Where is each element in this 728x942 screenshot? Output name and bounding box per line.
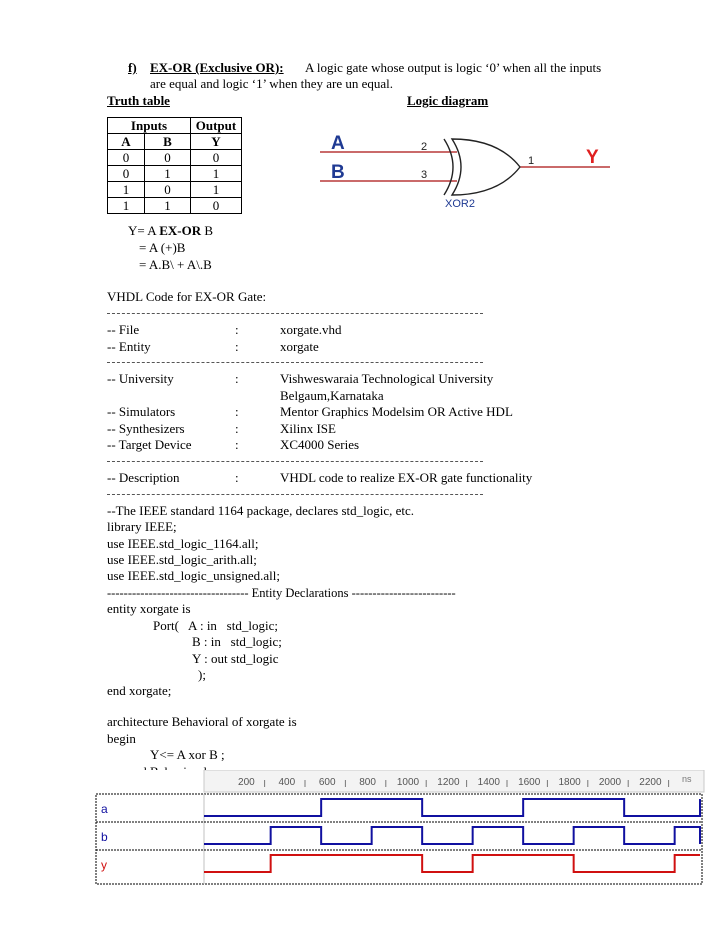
header-label: -- Simulators [107, 404, 176, 419]
code-line: Y : out std_logic [192, 651, 279, 666]
code-line: --The IEEE standard 1164 package, declares std_logic, etc. [107, 503, 415, 518]
tick-label: 800 [359, 777, 376, 788]
pin-y-number: 1 [528, 155, 535, 167]
table-row [108, 150, 242, 166]
eq1-prefix: Y= A [128, 223, 160, 238]
pin-a-number: 2 [421, 141, 428, 153]
table-row [108, 166, 242, 182]
cell: 0 [191, 150, 242, 166]
header-value: XC4000 Series [280, 437, 360, 452]
tick-label: 200 [238, 777, 255, 788]
output-header: Output [191, 118, 242, 134]
logic-diagram-title: Logic diagram [407, 93, 489, 108]
code-line: Port( A : in std_logic; [153, 618, 278, 633]
tick-label: 1200 [437, 777, 460, 788]
header-sep: : [235, 470, 239, 485]
code-line: end xorgate; [107, 683, 172, 698]
signal-name-a[interactable]: a [101, 802, 108, 816]
cell: 1 [191, 166, 242, 182]
cell: 1 [191, 182, 242, 198]
code-line: architecture Behavioral of xorgate is [107, 714, 297, 729]
header-sep: : [235, 322, 239, 337]
separator-line [107, 313, 483, 314]
header-value: Vishweswaraia Technological University [280, 371, 494, 386]
eq1-operator: EX-OR [159, 223, 202, 238]
header-label: -- Description [107, 470, 180, 485]
tick-label: 1000 [396, 777, 420, 788]
time-unit-label: ns [682, 774, 692, 784]
eq1-suffix: B [201, 223, 213, 238]
tick-label: 400 [278, 777, 296, 788]
equation-3: = A.B\ + A\.B [139, 257, 212, 272]
code-line: begin [107, 731, 136, 746]
code-line: use IEEE.std_logic_unsigned.all; [107, 568, 280, 583]
input-b-label: B [331, 162, 345, 183]
pin-b-number: 3 [421, 169, 428, 181]
separator-line [107, 461, 483, 462]
equation-1 [128, 223, 213, 239]
code-line: entity xorgate is [107, 601, 191, 616]
term-heading: EX-OR (Exclusive OR): [150, 60, 284, 75]
header-label: -- Target Device [107, 437, 192, 452]
table-row [108, 182, 242, 198]
definition-line-2: are equal and logic ‘1’ when they are un equal. [150, 76, 394, 91]
code-line: B : in std_logic; [192, 634, 282, 649]
cell: 0 [108, 166, 145, 182]
definition-line-1: A logic gate whose output is logic ‘0’ when all the inputs [305, 60, 602, 75]
header-sep: : [235, 339, 239, 354]
name-column [96, 794, 204, 884]
cell: 1 [145, 166, 191, 182]
header-value: xorgate.vhd [280, 322, 342, 337]
vhdl-title: VHDL Code for EX-OR Gate: [107, 289, 267, 304]
header-value: xorgate [280, 339, 319, 354]
tick-label: 1600 [518, 777, 541, 788]
code-line: ); [198, 667, 206, 682]
cell: 0 [145, 182, 191, 198]
header-value: VHDL code to realize EX-OR gate functionality [280, 470, 533, 485]
header-label: -- File [107, 322, 140, 337]
section-marker: f) [128, 60, 137, 75]
cell: 0 [191, 198, 242, 214]
col-a-header: A [108, 134, 145, 150]
xor-gate-diagram [320, 125, 620, 215]
inputs-header: Inputs [108, 118, 191, 134]
col-b-header: B [145, 134, 191, 150]
header-label: -- University [107, 371, 174, 386]
code-line: library IEEE; [107, 519, 177, 534]
cell: 1 [108, 198, 145, 214]
header-sep: : [235, 437, 239, 452]
gate-name-label: XOR2 [445, 198, 475, 210]
tick-label: 1400 [477, 777, 500, 788]
equation-2: = A (+)B [139, 240, 186, 255]
cell: 0 [145, 150, 191, 166]
separator-line [107, 362, 483, 363]
cell: 1 [108, 182, 145, 198]
xor-extra-arc [444, 139, 453, 195]
header-label: -- Synthesizers [107, 421, 185, 436]
header-value: Belgaum,Karnataka [280, 388, 384, 403]
header-sep: : [235, 421, 239, 436]
separator-line [107, 494, 483, 495]
table-row [108, 198, 242, 214]
cell: 1 [145, 198, 191, 214]
code-line: Y<= A xor B ; [150, 747, 225, 762]
header-value: Xilinx ISE [280, 421, 336, 436]
code-line: ---------------------------------- Entity Declarations ------------------------- [107, 586, 456, 600]
header-sep: : [235, 371, 239, 386]
header-label: -- Entity [107, 339, 151, 354]
truth-table [107, 117, 242, 214]
code-line: use IEEE.std_logic_1164.all; [107, 536, 259, 551]
waveform-viewer [94, 770, 706, 888]
truth-table-title: Truth table [107, 93, 170, 108]
header-sep: : [235, 404, 239, 419]
code-line: use IEEE.std_logic_arith.all; [107, 552, 257, 567]
xor-gate-body [452, 139, 520, 195]
tick-label: 600 [318, 777, 336, 788]
col-y-header: Y [191, 134, 242, 150]
cell: 0 [108, 150, 145, 166]
tick-label: 1800 [558, 777, 581, 788]
header-value: Mentor Graphics Modelsim OR Active HDL [280, 404, 513, 419]
signal-name-y[interactable]: y [101, 858, 107, 872]
input-a-label: A [331, 133, 345, 154]
signal-name-b[interactable]: b [101, 830, 108, 844]
output-y-label: Y [586, 147, 599, 168]
tick-label: 2000 [598, 777, 622, 788]
tick-label: 2200 [639, 777, 662, 788]
